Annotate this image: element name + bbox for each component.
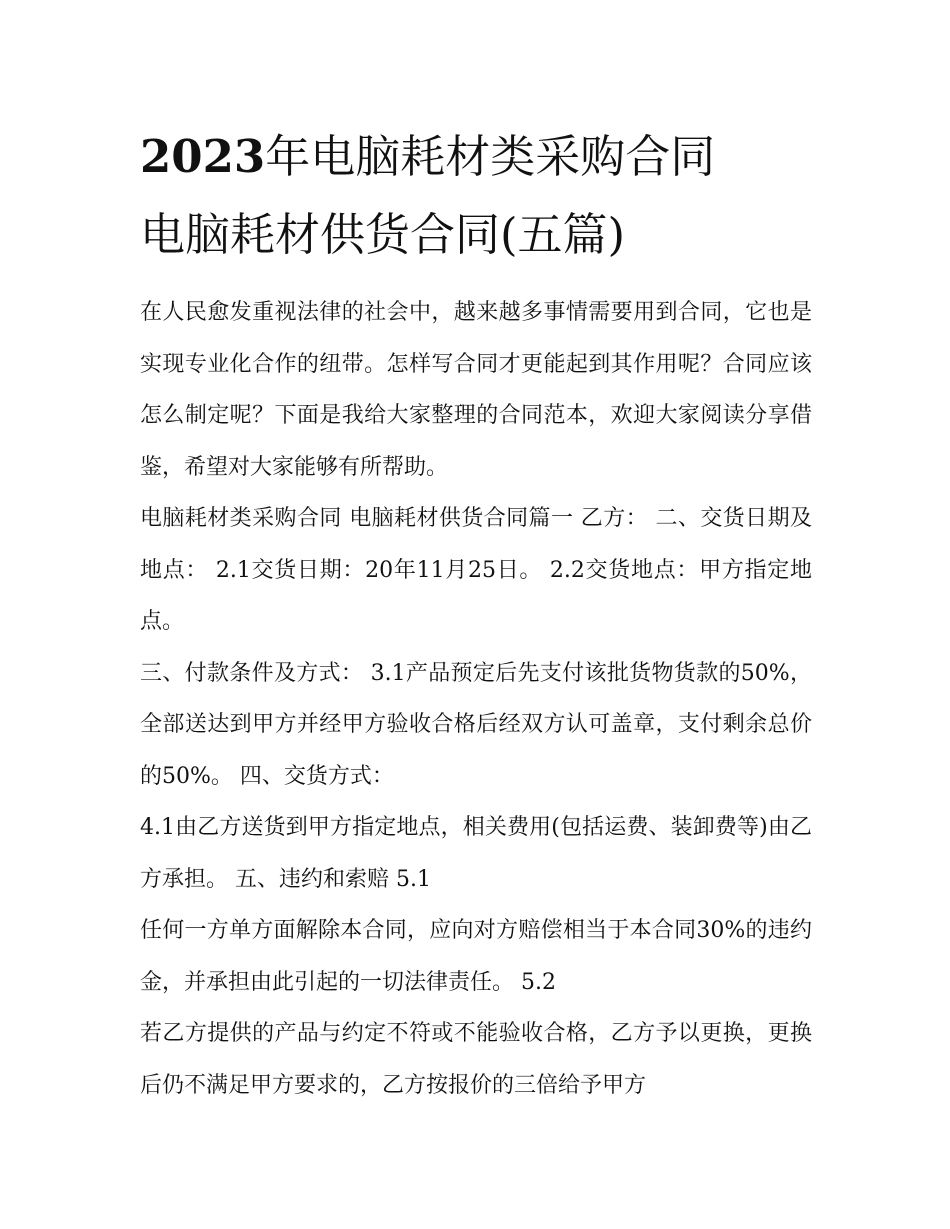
document-content: [140, 118, 812, 1111]
paragraph-delivery-method: 4.1由乙方送货到甲方指定地点，相关费用(包括运费、装卸费等)由乙方承担。 五、违约和索赔 5.1: [140, 815, 812, 892]
document-title: [140, 118, 812, 274]
paragraph-intro: 在人民愈发重视法律的社会中，越来越多事情需要用到合同，它也是实现专业化合作的纽带。怎样写合同才更能起到其作用呢？合同应该怎么制定呢？下面是我给大家整理的合同范本，欢迎大家阅读分享借鉴，希望对大家能够有所帮助。: [140, 300, 812, 480]
title-line-1-text: 年电脑耗材类采购合同: [265, 130, 716, 183]
paragraph-payment-terms: 三、付款条件及方式： 3.1产品预定后先支付该批货物货款的50%，全部送达到甲方并经甲方验收合格后经双方认可盖章，支付剩余总价的50%。 四、交货方式：: [140, 660, 812, 789]
paragraph-delivery-date-place: 电脑耗材类采购合同 电脑耗材供货合同篇一 乙方： 二、交货日期及地点： 2.1交货日期：20年11月25日。 2.2交货地点：甲方指定地点。: [140, 506, 812, 634]
paragraph-breach-penalty: 任何一方单方面解除本合同，应向对方赔偿相当于本合同30%的违约金，并承担由此引起的一切法律责任。 5.2: [140, 918, 812, 995]
paragraph-product-replacement: 若乙方提供的产品与约定不符或不能验收合格，乙方予以更换，更换后仍不满足甲方要求的，乙方按报价的三倍给予甲方: [140, 1021, 812, 1098]
title-line-2: 电脑耗材供货合同(五篇): [140, 208, 626, 261]
title-year: 2023: [140, 130, 266, 183]
title-line-1: [140, 118, 812, 196]
